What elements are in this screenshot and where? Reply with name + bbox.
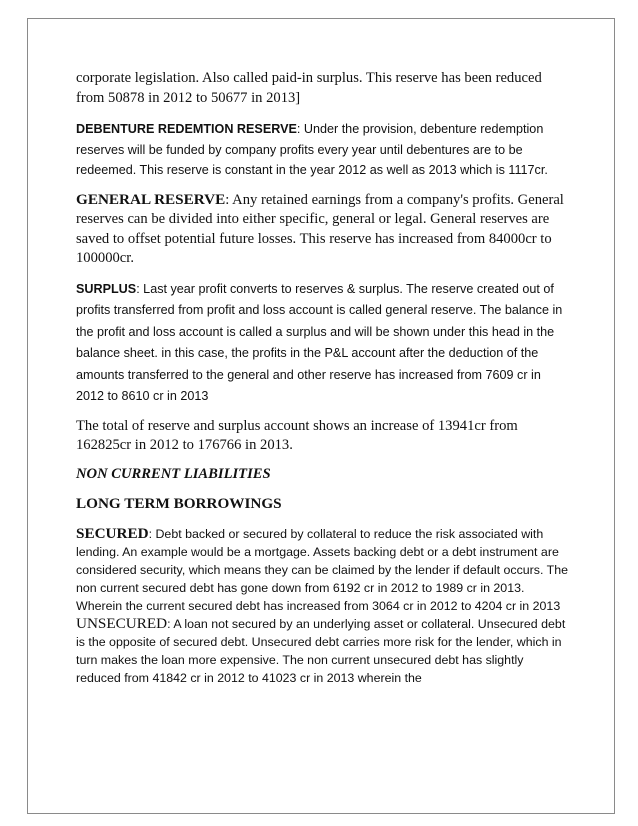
text-secured: : Debt backed or secured by collateral to reduce the risk associated with lending. An example would be a mortgage. Assets backing debt or a debt instrument are considered security, which means they can be claimed by the lender if default occurs. The non current secured debt has gone down from 6192 cr in 2012 to 1989 cr in 2013. Wherein the current secured debt has increased from 3064 cr in 2012 to 4204 cr in 2013 — [76, 527, 568, 613]
paragraph-debenture-redemption-reserve — [76, 119, 568, 181]
heading-non-current-liabilities: NON CURRENT LIABILITIES — [76, 465, 271, 482]
text-unsecured: : A loan not secured by an underlying asset or collateral. Unsecured debt is the opposite of secured debt. Unsecured debt carries more risk for the lender, which in turn makes the loan more expensive. The non current unsecured debt has slightly reduced from 41842 cr in 2012 to 41023 cr in 2013 wherein the — [76, 617, 566, 685]
paragraph-secured — [76, 525, 568, 615]
paragraph-general-reserve — [76, 190, 568, 269]
text-surplus: : Last year profit converts to reserves & surplus. The reserve created out of profits transferred from profit and loss account is called general reserve. The balance in the profit and loss account is called a surplus and will be shown under this head in the balance sheet. in this case, the profits in the P&L account after the deduction of the amounts transferred to the general and other reserve has increased from 7609 cr in 2012 to 8610 cr in 2013 — [76, 281, 563, 403]
paragraph-unsecured — [76, 615, 568, 687]
document-body — [76, 69, 568, 687]
label-secured: SECURED — [76, 525, 149, 542]
text-general-reserve: : Any retained earnings from a company's profits. General reserves can be divided into either specific, general or legal. General reserves are saved to offset potential future losses. This reserve has increased from 84000cr to 100000cr. — [76, 191, 564, 266]
paragraph-paid-in-surplus: corporate legislation. Also called paid-in surplus. This reserve has been reduced from 50878 in 2012 to 50677 in 2013] — [76, 70, 542, 106]
label-unsecured: UNSECURED — [76, 615, 168, 632]
label-surplus: SURPLUS — [76, 281, 137, 296]
heading-long-term-borrowings: LONG TERM BORROWINGS — [76, 495, 282, 512]
label-general-reserve: GENERAL RESERVE — [76, 190, 226, 208]
label-debenture-redemption-reserve: DEBENTURE REDEMTION RESERVE — [76, 122, 297, 136]
paragraph-surplus — [76, 279, 568, 408]
paragraph-reserve-surplus-total: The total of reserve and surplus account shows an increase of 13941cr from 162825cr in 2012 to 176766 in 2013. — [76, 417, 518, 453]
text-debenture-redemption-reserve: : Under the provision, debenture redemption reserves will be funded by company profits every year until debentures are to be redeemed. This reserve is constant in the year 2012 as well as 2013 which is 1117cr. — [76, 122, 548, 177]
